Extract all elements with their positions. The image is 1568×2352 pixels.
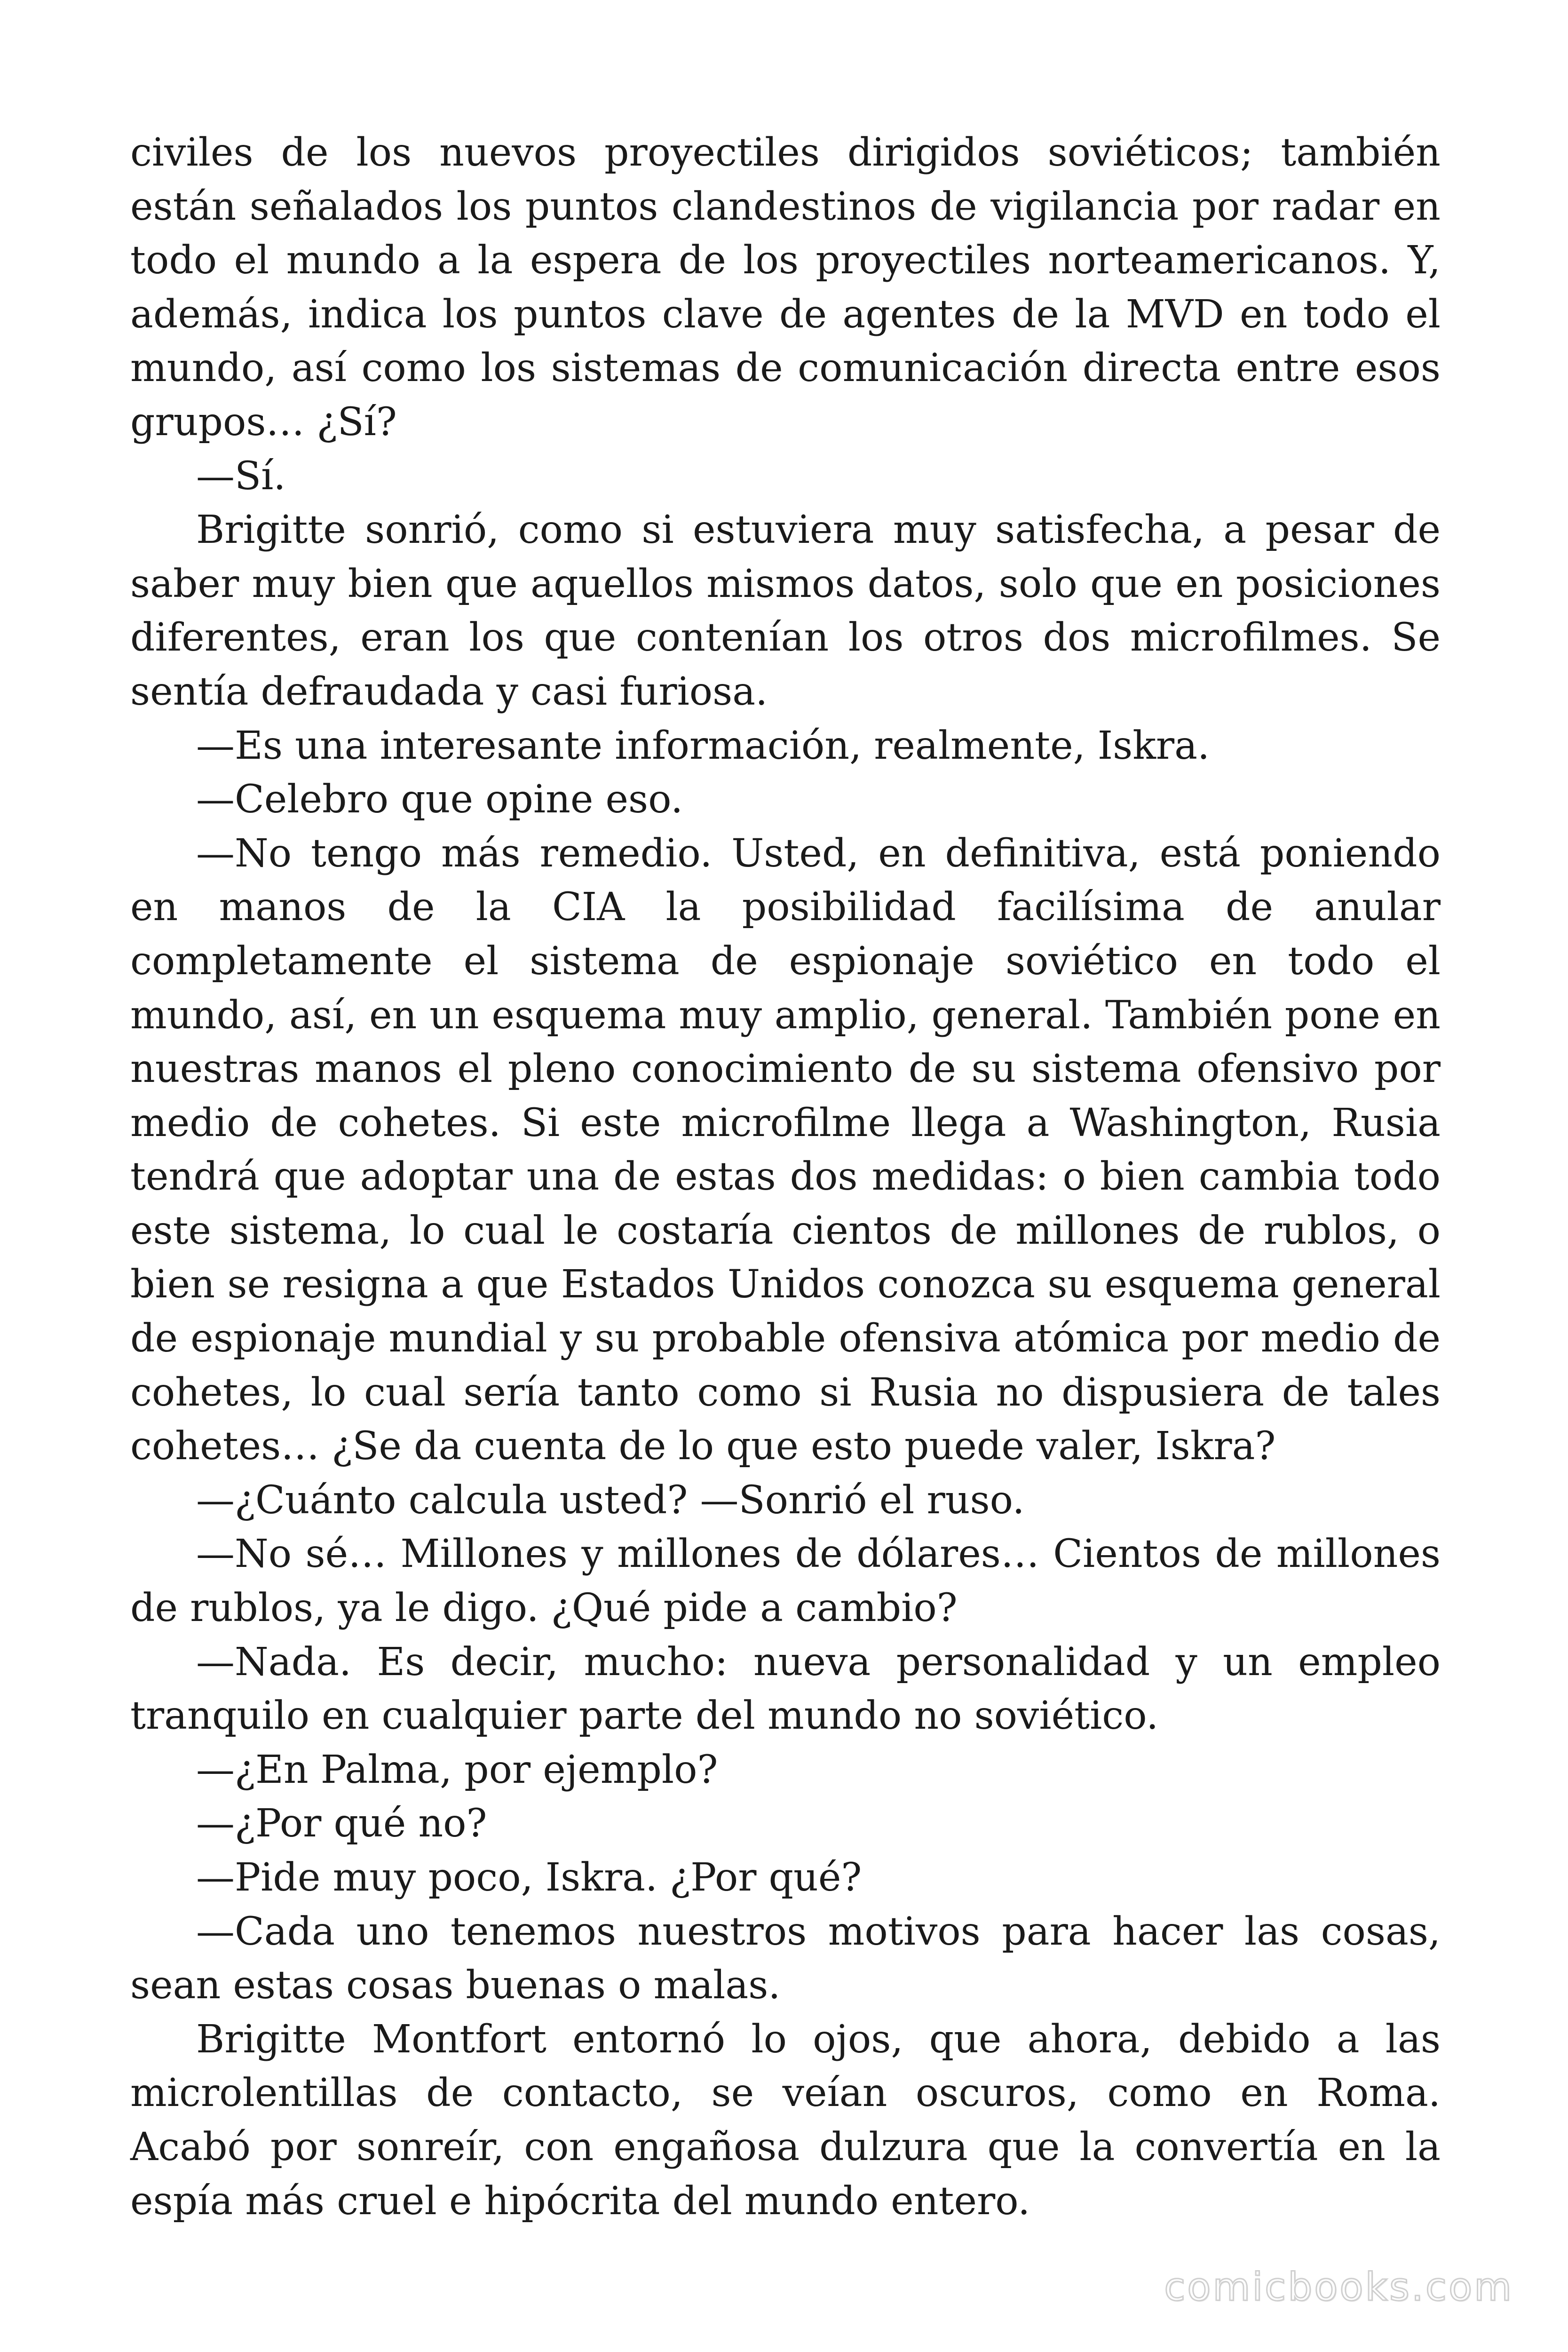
paragraph: —No tengo más remedio. Usted, en definitiva, está poniendo en manos de la CIA la posibilidad facilísima de anular completamente el sistema de espionaje soviético en todo el mundo, así, en un esquema muy amplio, general. También pone en nuestras manos el pleno conocimiento de su sistema ofensivo por medio de cohetes. Si este microfilme llega a Washington, Rusia tendrá que adoptar una de estas dos medidas: o bien cambia todo este sistema, lo cual le costaría cientos de millones de rublos, o bien se resigna a que Estados Unidos conozca su esquema general de espionaje mundial y su probable ofensiva atómica por medio de cohetes, lo cual sería tanto como si Rusia no dispusiera de tales cohetes… ¿Se da cuenta de lo que esto puede valer, Iskra? bbox=[130, 831, 1441, 1469]
paragraph: —¿Cuánto calcula usted? —Sonrió el ruso. bbox=[196, 1478, 1025, 1523]
paragraph: Brigitte sonrió, como si estuviera muy satisfecha, a pesar de saber muy bien que aquellos mismos datos, solo que en posiciones diferentes, eran los que contenían los otros dos microfilmes. Se sentía defraudada y casi furiosa. bbox=[130, 508, 1441, 714]
paragraph: —¿Por qué no? bbox=[196, 1801, 487, 1846]
paragraph: Brigitte Montfort entornó lo ojos, que ahora, debido a las microlentillas de contacto, se veían oscuros, como en Roma. Acabó por sonreír, con engañosa dulzura que la convertía en la espía más cruel e hipócrita del mundo entero. bbox=[130, 2017, 1441, 2224]
paragraph: civiles de los nuevos proyectiles dirigidos soviéticos; también están señalados los puntos clandestinos de vigilancia por radar en todo el mundo a la espera de los proyectiles norteamericanos. Y, además, indica los puntos clave de agentes de la MVD en todo el mundo, así como los sistemas de comunicación directa entre esos grupos… ¿Sí? bbox=[130, 130, 1441, 445]
paragraph: —Pide muy poco, Iskra. ¿Por qué? bbox=[196, 1855, 862, 1900]
paragraph: —Cada uno tenemos nuestros motivos para hacer las cosas, sean estas cosas buenas o malas. bbox=[130, 1909, 1441, 2008]
page-body bbox=[130, 126, 1441, 2228]
paragraph: —Celebro que opine eso. bbox=[196, 777, 683, 822]
paragraph: —No sé… Millones y millones de dólares… Cientos de millones de rublos, ya le digo. ¿Qué pide a cambio? bbox=[130, 1532, 1441, 1631]
paragraph: —Sí. bbox=[196, 453, 286, 499]
paragraph: —¿En Palma, por ejemplo? bbox=[196, 1747, 718, 1792]
paragraph: —Nada. Es decir, mucho: nueva personalidad y un empleo tranquilo en cualquier parte del mundo no soviético. bbox=[130, 1639, 1441, 1739]
paragraph: —Es una interesante información, realmente, Iskra. bbox=[196, 723, 1210, 768]
watermark: comicbooks.com bbox=[1164, 2265, 1513, 2310]
